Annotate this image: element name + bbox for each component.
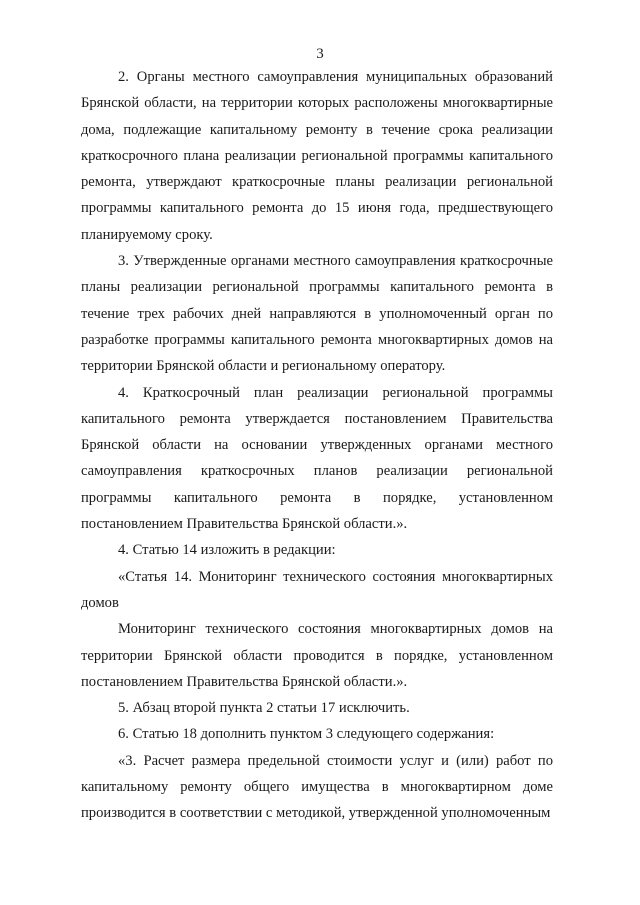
paragraph-3: 4. Краткосрочный план реализации региональной программы капитального ремонта утверждается постановлением Правительства Брянской области на основании утвержденных органами местного самоуправления краткосрочных планов реализации региональной программы капитального ремонта в порядке, установленном постановлением Правительства Брянской области.». xyxy=(81,384,553,533)
document-body xyxy=(81,64,553,827)
paragraph-8: 6. Статью 18 дополнить пунктом 3 следующего содержания: xyxy=(118,726,495,743)
paragraph-7: 5. Абзац второй пункта 2 статьи 17 исключить. xyxy=(118,700,410,717)
paragraph-4: 4. Статью 14 изложить в редакции: xyxy=(118,542,336,559)
paragraph-1: 2. Органы местного самоуправления муниципальных образований Брянской области, на территории которых расположены многоквартирные дома, подлежащие капитальному ремонту в течение срока реализации краткосрочного плана реализации региональной программы капитального ремонта, утверждают краткосрочные планы реализации региональной программы капитального ремонта до 15 июня года, предшествующего планируемому сроку. xyxy=(81,69,553,243)
paragraph-2: 3. Утвержденные органами местного самоуправления краткосрочные планы реализации региональной программы капитального ремонта в течение трех рабочих дней направляются в уполномоченный орган по разработке программы капитального ремонта многоквартирных домов на территории Брянской области и региональному оператору. xyxy=(81,253,553,375)
paragraph-5: «Статья 14. Мониторинг технического состояния многоквартирных домов xyxy=(81,568,553,611)
page-number: 3 xyxy=(316,46,324,62)
paragraph-6: Мониторинг технического состояния многоквартирных домов на территории Брянской области проводится в порядке, установленном постановлением Правительства Брянской области.». xyxy=(81,621,553,690)
paragraph-9: «3. Расчет размера предельной стоимости услуг и (или) работ по капитальному ремонту общего имущества в многоквартирном доме производится в соответствии с методикой, утвержденной уполномоченным xyxy=(81,752,553,822)
